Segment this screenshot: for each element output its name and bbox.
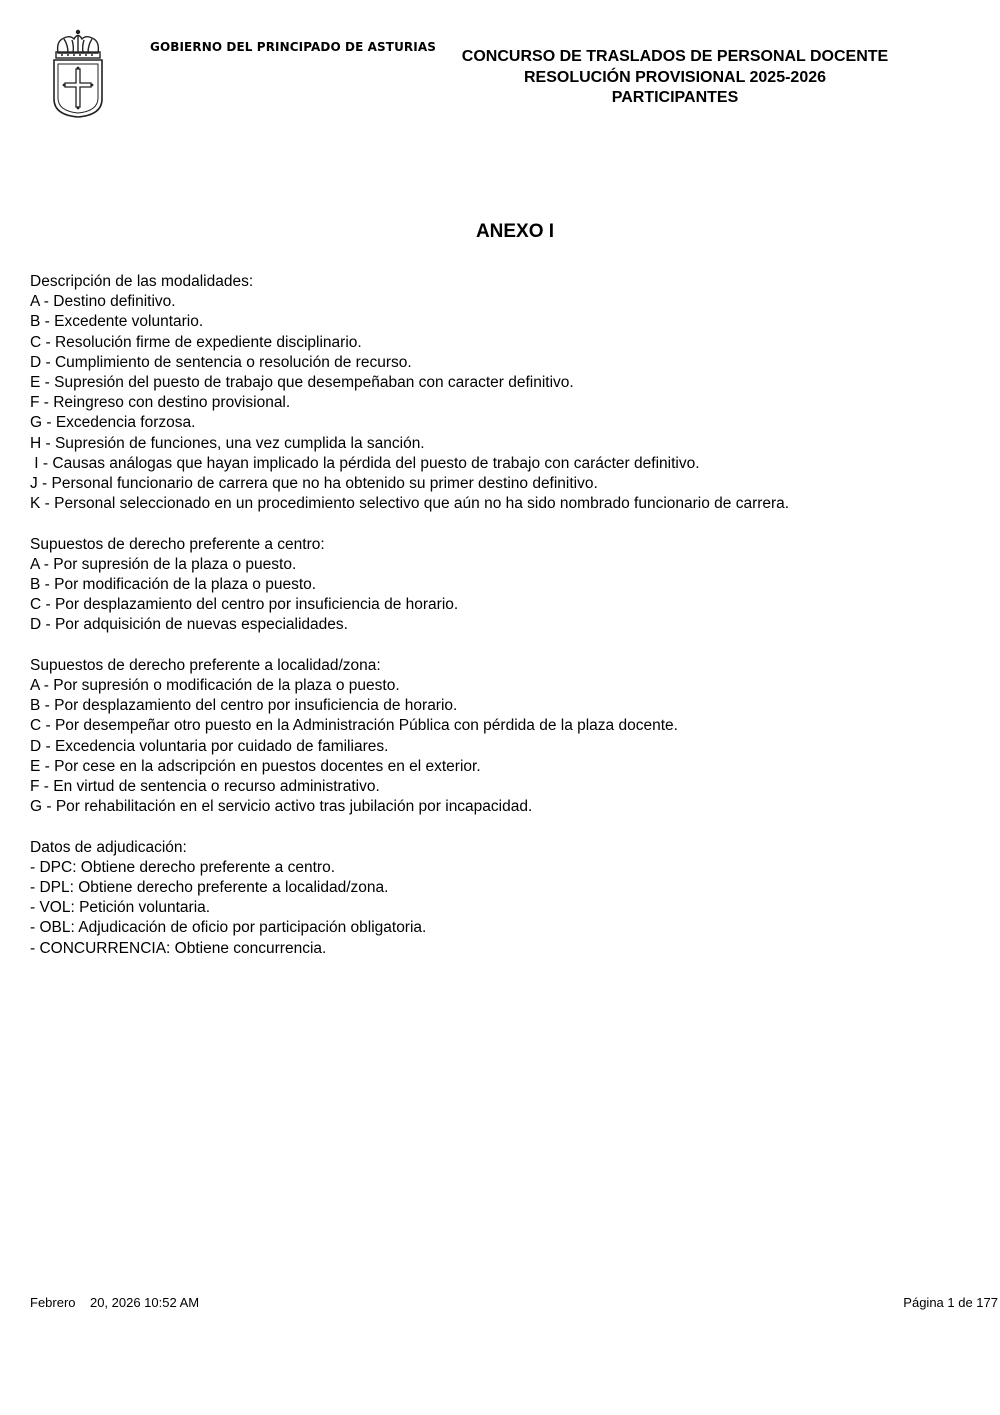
organization-name: GOBIERNO DEL PRINCIPADO DE ASTURIAS bbox=[150, 40, 436, 54]
list-item: C - Por desplazamiento del centro por insuficiencia de horario. bbox=[30, 596, 459, 614]
list-item: D - Por adquisición de nuevas especialidades. bbox=[30, 616, 348, 634]
list-item: E - Por cese en la adscripción en puestos docentes en el exterior. bbox=[30, 757, 481, 775]
list-item: K - Personal seleccionado en un procedimiento selectivo que aún no ha sido nombrado funcionario de carrera. bbox=[30, 495, 790, 513]
list-item: B - Excedente voluntario. bbox=[30, 313, 204, 331]
derecho-preferente-localidad-section bbox=[30, 656, 990, 818]
document-title-line: PARTICIPANTES bbox=[611, 89, 739, 106]
section-heading: Supuestos de derecho preferente a localidad/zona: bbox=[30, 656, 381, 674]
document-title-line: CONCURSO DE TRASLADOS DE PERSONAL DOCENTE bbox=[461, 48, 889, 65]
document-title bbox=[440, 47, 910, 109]
modalidades-section bbox=[30, 272, 990, 514]
footer-date: Febrero 20, 2026 10:52 AM bbox=[30, 1295, 200, 1310]
page-number: Página 1 de 177 bbox=[903, 1295, 998, 1310]
list-item: - CONCURRENCIA: Obtiene concurrencia. bbox=[30, 939, 327, 957]
annex-content bbox=[30, 272, 990, 979]
list-item: I - Causas análogas que hayan implicado la pérdida del puesto de trabajo con carácter definitivo. bbox=[30, 454, 700, 472]
derecho-preferente-centro-section bbox=[30, 535, 990, 636]
list-item: G - Por rehabilitación en el servicio activo tras jubilación por incapacidad. bbox=[30, 798, 533, 816]
list-item: F - Reingreso con destino provisional. bbox=[30, 394, 291, 412]
section-heading: Supuestos de derecho preferente a centro: bbox=[30, 535, 325, 553]
annex-title: ANEXO I bbox=[475, 221, 555, 242]
list-item: A - Por supresión de la plaza o puesto. bbox=[30, 555, 297, 573]
list-item: D - Excedencia voluntaria por cuidado de familiares. bbox=[30, 737, 389, 755]
list-item: B - Por desplazamiento del centro por insuficiencia de horario. bbox=[30, 697, 458, 715]
list-item: - DPC: Obtiene derecho preferente a centro. bbox=[30, 858, 335, 876]
datos-adjudicacion-section bbox=[30, 838, 990, 959]
list-item: D - Cumplimiento de sentencia o resolución de recurso. bbox=[30, 353, 412, 371]
list-item: B - Por modificación de la plaza o puesto. bbox=[30, 576, 317, 594]
list-item: C - Por desempeñar otro puesto en la Administración Pública con pérdida de la plaza docente. bbox=[30, 717, 678, 735]
asturias-coat-of-arms-icon bbox=[50, 29, 106, 119]
list-item: C - Resolución firme de expediente disciplinario. bbox=[30, 333, 362, 351]
list-item: J - Personal funcionario de carrera que no ha obtenido su primer destino definitivo. bbox=[30, 475, 598, 493]
list-item: E - Supresión del puesto de trabajo que desempeñaban con caracter definitivo. bbox=[30, 374, 574, 392]
list-item: H - Supresión de funciones, una vez cumplida la sanción. bbox=[30, 434, 425, 452]
section-heading: Descripción de las modalidades: bbox=[30, 273, 254, 290]
list-item: - DPL: Obtiene derecho preferente a localidad/zona. bbox=[30, 879, 389, 897]
list-item: - VOL: Petición voluntaria. bbox=[30, 899, 211, 917]
list-item: - OBL: Adjudicación de oficio por participación obligatoria. bbox=[30, 919, 427, 937]
list-item: G - Excedencia forzosa. bbox=[30, 414, 196, 432]
list-item: A - Por supresión o modificación de la plaza o puesto. bbox=[30, 677, 400, 695]
list-item: F - En virtud de sentencia o recurso administrativo. bbox=[30, 778, 380, 796]
document-title-line: RESOLUCIÓN PROVISIONAL 2025-2026 bbox=[523, 68, 827, 86]
list-item: A - Destino definitivo. bbox=[30, 293, 176, 311]
section-heading: Datos de adjudicación: bbox=[30, 838, 187, 856]
